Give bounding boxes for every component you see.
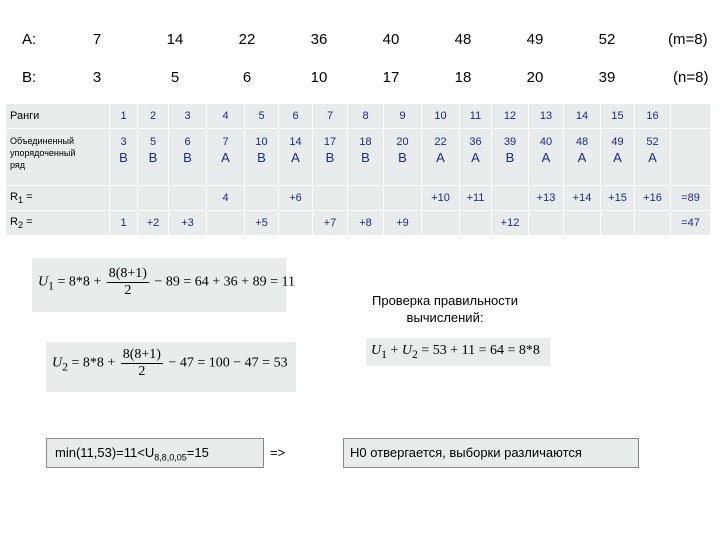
merged-value: 39 (503, 136, 517, 148)
merged-value: 52 (646, 136, 659, 148)
sample-value: 48 (454, 31, 472, 48)
r2-cell: 1 (110, 211, 138, 236)
r1-cell: +10 (422, 186, 460, 211)
rank-cell: 13 (529, 104, 564, 129)
r2-cell (601, 211, 635, 236)
r2-cell (279, 211, 313, 236)
sample-value: 52 (598, 31, 616, 48)
check-title: Проверка правильности вычислений: (372, 293, 518, 325)
r1-cell: +11 (460, 186, 492, 211)
merged-group: B (148, 150, 158, 165)
merged-cell (564, 129, 601, 186)
ranks-label: Ранги (6, 104, 110, 129)
merged-value: 3 (120, 136, 127, 148)
merged-cell (635, 129, 671, 186)
merged-group: A (577, 150, 587, 165)
r2-row (6, 211, 711, 236)
sample-value: 3 (92, 69, 102, 86)
merged-group: A (648, 150, 657, 165)
rank-cell: 14 (564, 104, 601, 129)
rank-cell: 4 (207, 104, 245, 129)
merged-group: B (398, 150, 407, 165)
sample-value: 22 (238, 31, 256, 48)
r2-cell: +2 (138, 211, 169, 236)
merged-cell (529, 129, 564, 186)
r1-cell (110, 186, 138, 211)
formula-u2: $U_2 = 8*8$ + $\frac{8(8+1)}{2}$ − 47 = 100 − 47 = 53 (46, 342, 296, 392)
sample-a-count: (m=8) (668, 31, 708, 48)
merged-cell (138, 129, 169, 186)
merged-group: B (325, 150, 335, 165)
merged-value: 5 (149, 136, 157, 148)
merged-cell (245, 129, 279, 186)
merged-group: B (505, 150, 515, 165)
merged-value: 22 (434, 136, 447, 148)
r2-cell: +7 (313, 211, 348, 236)
merged-label-line: Объединенный (10, 136, 74, 146)
merged-value: 49 (611, 136, 624, 148)
merged-cell (348, 129, 384, 186)
sample-a-label: A: (22, 31, 37, 48)
sample-value: 7 (92, 31, 102, 48)
rank-cell: 11 (460, 104, 492, 129)
merged-cell (279, 129, 313, 186)
conclusion-min-text: $\min(11,53)=11<U_{8,8,0,05}=15$ (55, 445, 209, 463)
rank-cell: 6 (279, 104, 313, 129)
sample-value: 14 (166, 31, 184, 48)
r2-cell: +5 (245, 211, 279, 236)
merged-value: 36 (469, 136, 482, 148)
merged-group: A (291, 150, 300, 165)
r1-cell (245, 186, 279, 211)
r1-cell (313, 186, 348, 211)
merged-value: 14 (289, 136, 302, 148)
merged-group: A (613, 150, 622, 165)
r1-cell (348, 186, 384, 211)
r1-cell (138, 186, 169, 211)
merged-cell (384, 129, 422, 186)
merged-value: 48 (575, 136, 589, 148)
sample-b-count: (n=8) (673, 69, 709, 86)
r1-cell (492, 186, 529, 211)
merged-value: 18 (359, 136, 372, 148)
fraction: $\frac{8(8+1)}{2}$ (108, 266, 147, 298)
r1-row (6, 186, 711, 211)
sample-b-label: B: (22, 69, 37, 86)
merged-value: 17 (323, 136, 337, 148)
rank-cell: 2 (138, 104, 169, 129)
rank-cell: 8 (348, 104, 384, 129)
r2-cell (422, 211, 460, 236)
sample-value: 40 (382, 31, 400, 48)
merged-cell (110, 129, 138, 186)
formula-u1: $U_1 = 8*8$ + $\frac{8(8+1)}{2}$ − 89 = 64 + 36 + 89 = 11 (32, 258, 286, 312)
r1-cell (384, 186, 422, 211)
merged-label-line: ряд (10, 160, 26, 170)
r2-label: $R_2$ = (6, 211, 110, 236)
sample-value: 20 (526, 69, 544, 86)
sample-value: 5 (170, 69, 180, 86)
sample-value: 39 (598, 69, 616, 86)
r2-total: =47 (671, 211, 711, 236)
sample-value: 49 (526, 31, 544, 48)
rank-cell: 3 (169, 104, 207, 129)
merged-group: A (221, 150, 230, 165)
merged-group: B (361, 150, 370, 165)
ranks-table (5, 103, 711, 236)
merged-value: 10 (255, 136, 268, 148)
rank-cell: 10 (422, 104, 460, 129)
sample-value: 6 (242, 69, 252, 86)
merged-group: A (471, 150, 480, 165)
check-formula: $U_1 + U_2 = 53 + 11 = 64 = 8*8$ (366, 338, 550, 366)
merged-cell (169, 129, 207, 186)
r1-cell: +6 (279, 186, 313, 211)
sample-value: 17 (382, 69, 400, 86)
merged-group: B (119, 150, 128, 165)
sample-value: 18 (454, 69, 472, 86)
rank-cell: 7 (313, 104, 348, 129)
rank-cell: 5 (245, 104, 279, 129)
sample-value: 10 (310, 69, 328, 86)
rank-cell: 16 (635, 104, 671, 129)
merged-cell (460, 129, 492, 186)
r1-total: =89 (671, 186, 711, 211)
merged-group: B (257, 150, 266, 165)
merged-value: 20 (396, 136, 409, 148)
conclusion-result: H0 отвергается, выборки различаются (350, 445, 582, 460)
merged-cell (601, 129, 635, 186)
r2-cell: +3 (169, 211, 207, 236)
rank-cell: 1 (110, 104, 138, 129)
r1-label: $R_1$ = (6, 186, 110, 211)
fraction: $\frac{8(8+1)}{2}$ (122, 347, 161, 379)
r2-cell: +12 (492, 211, 529, 236)
merged-cell (313, 129, 348, 186)
rank-total-cell (671, 104, 711, 129)
r2-cell (207, 211, 245, 236)
r2-cell (564, 211, 601, 236)
rank-cell: 12 (492, 104, 529, 129)
merged-cell (207, 129, 245, 186)
r2-cell: +9 (384, 211, 422, 236)
ranks-row (6, 104, 711, 129)
merged-total-cell (671, 129, 711, 186)
merged-row (6, 129, 711, 186)
merged-cell (422, 129, 460, 186)
rank-cell: 15 (601, 104, 635, 129)
r1-cell: +15 (601, 186, 635, 211)
sample-value: 36 (310, 31, 328, 48)
r1-cell: +16 (635, 186, 671, 211)
merged-group: B (183, 150, 192, 165)
r2-cell: +8 (348, 211, 384, 236)
rank-cell: 9 (384, 104, 422, 129)
merged-value: 6 (184, 136, 191, 148)
merged-cell (492, 129, 529, 186)
merged-group: A (541, 150, 551, 165)
r2-cell (529, 211, 564, 236)
r1-cell (169, 186, 207, 211)
r1-cell: +13 (529, 186, 564, 211)
merged-label-line: упорядоченный (10, 148, 76, 158)
conclusion-arrow: => (270, 445, 286, 460)
r1-cell: +14 (564, 186, 601, 211)
merged-value: 7 (222, 136, 229, 148)
r2-cell (460, 211, 492, 236)
r2-cell (635, 211, 671, 236)
merged-value: 40 (539, 136, 553, 148)
merged-label (6, 129, 110, 186)
merged-group: A (436, 150, 445, 165)
r1-cell: 4 (207, 186, 245, 211)
